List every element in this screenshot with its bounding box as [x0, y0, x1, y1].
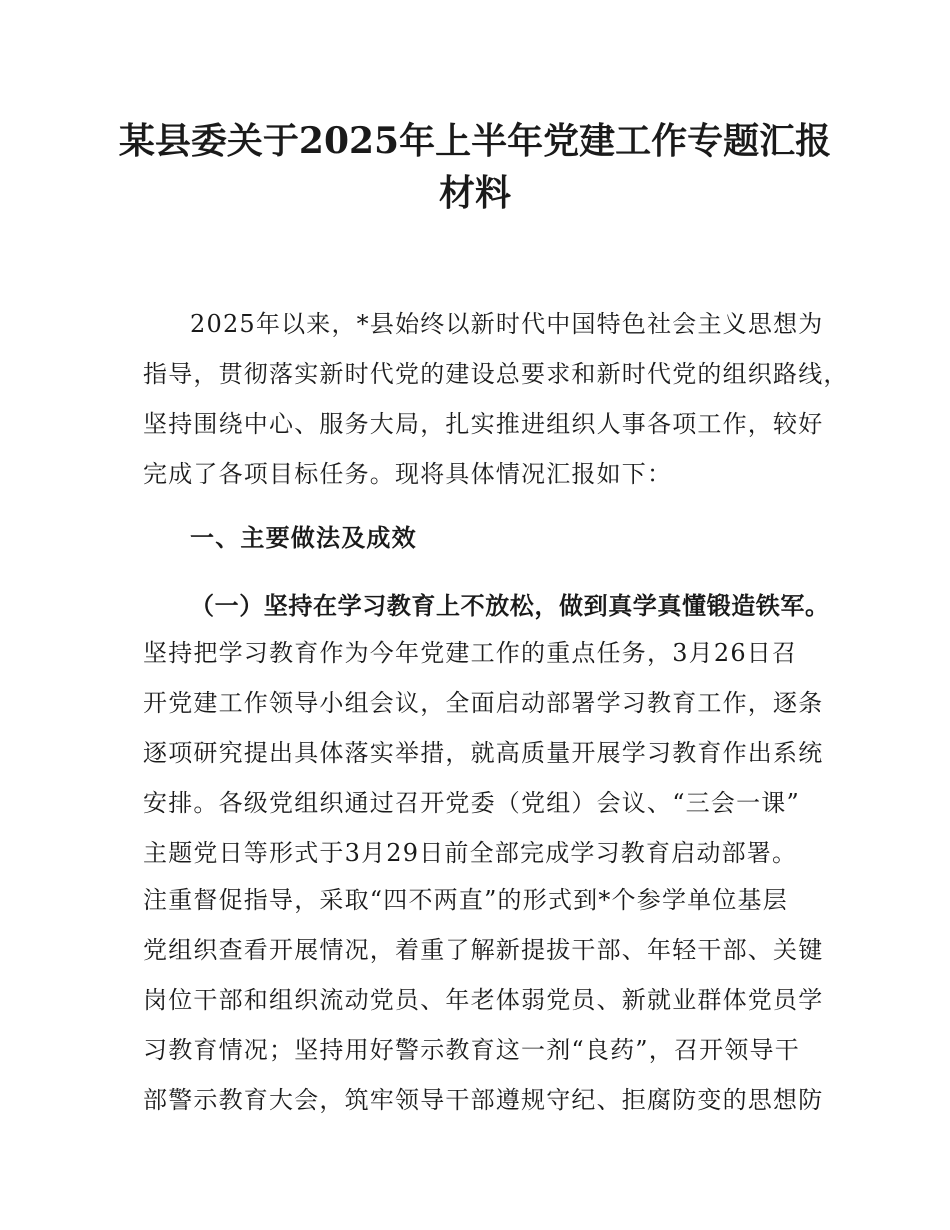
body-line: 安排。各级党组织通过召开党委（党组）会议、“三会一课”	[143, 789, 800, 817]
section-heading: 一、主要做法及成效	[190, 524, 417, 552]
body-line: 开党建工作领导小组会议，全面启动部署学习教育工作，逐条	[143, 689, 824, 717]
intro-line: 坚持围绕中心、服务大局，扎实推进组织人事各项工作，较好	[143, 410, 824, 438]
body-line: 注重督促指导，采取“四不两直”的形式到*个参学单位基层	[143, 886, 788, 914]
intro-line: 完成了各项目标任务。现将具体情况汇报如下：	[143, 460, 673, 488]
body-line: 主题党日等形式于3月29日前全部完成学习教育启动部署。	[143, 839, 798, 867]
body-line: 部警示教育大会，筑牢领导干部遵规守纪、拒腐防变的思想防	[143, 1086, 824, 1114]
subsection-heading: （一）坚持在学习教育上不放松，做到真学真懂锻造铁军。	[190, 591, 830, 620]
intro-line: 指导，贯彻落实新时代党的建设总要求和新时代党的组织路线，	[143, 360, 849, 388]
document-title-line-1: 某县委关于2025年上半年党建工作专题汇报	[118, 120, 832, 162]
body-line: 习教育情况；坚持用好警示教育这一剂“良药”，召开领导干	[143, 1036, 800, 1064]
body-line: 逐项研究提出具体落实举措，就高质量开展学习教育作出系统	[143, 739, 824, 767]
intro-line: 2025年以来，*县始终以新时代中国特色社会主义思想为	[190, 310, 824, 338]
document-title-line-2: 材料	[438, 172, 511, 214]
body-line: 坚持把学习教育作为今年党建工作的重点任务，3月26日召	[143, 639, 798, 667]
body-line: 党组织查看开展情况，着重了解新提拔干部、年轻干部、关键	[143, 936, 824, 964]
body-line: 岗位干部和组织流动党员、年老体弱党员、新就业群体党员学	[143, 986, 824, 1014]
